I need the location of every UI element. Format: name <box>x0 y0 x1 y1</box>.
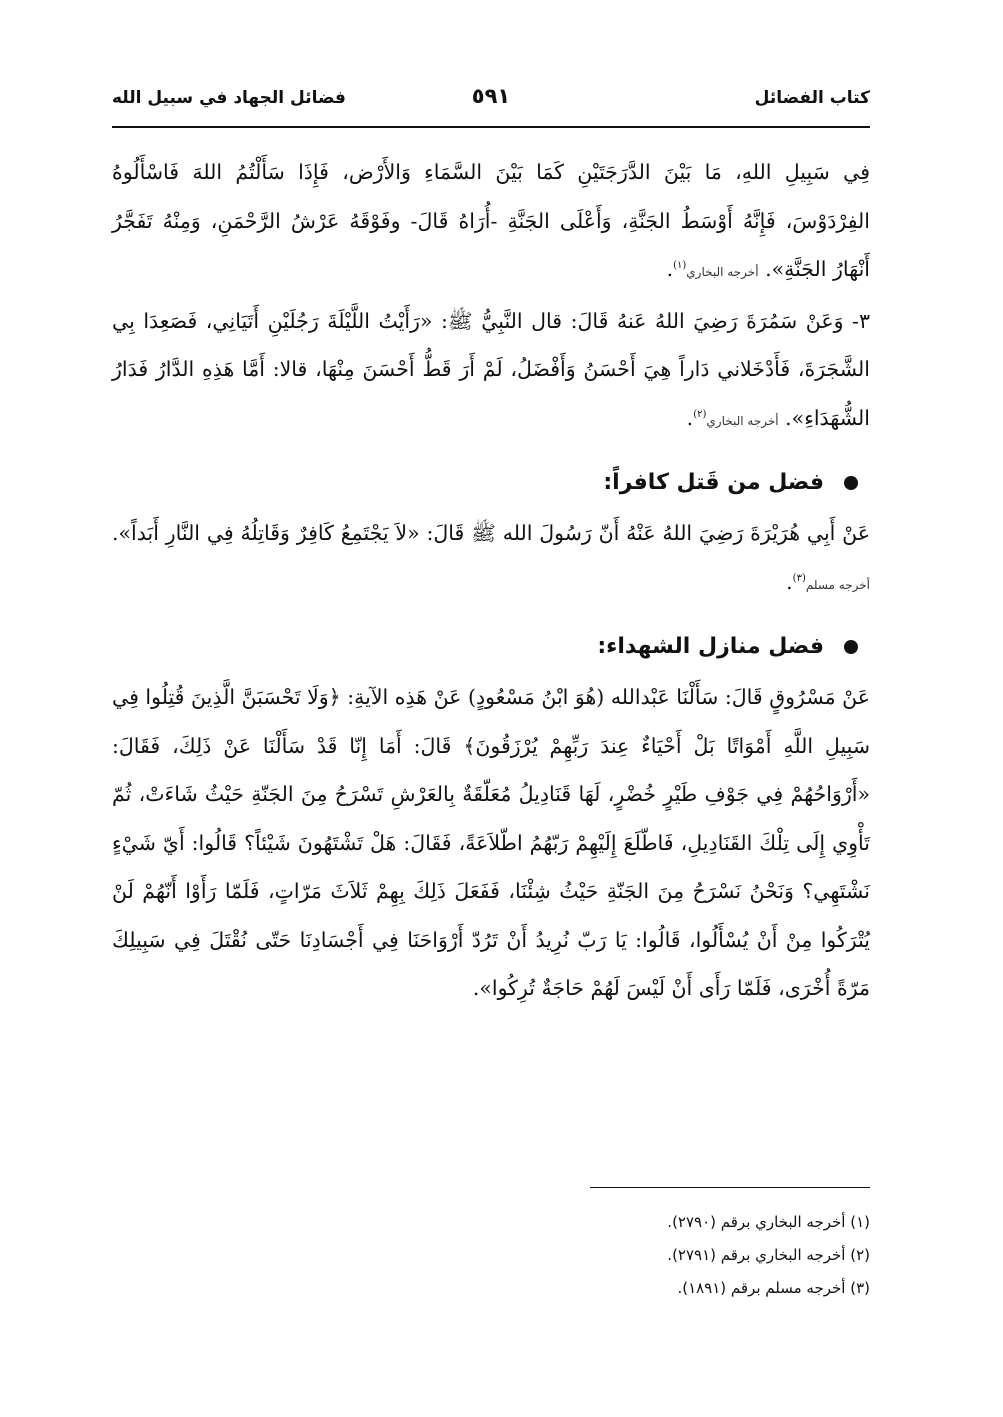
hadith-paragraph <box>112 509 870 609</box>
source-note: أخرجه البخاري <box>706 413 779 428</box>
page-header <box>112 82 870 116</box>
source-note: أخرجه البخاري <box>686 265 759 279</box>
footnotes <box>370 1206 870 1305</box>
paragraph-continuation <box>112 148 870 297</box>
footnote-divider <box>590 1187 870 1188</box>
header-divider <box>112 126 870 128</box>
footnote-ref: (٣) <box>792 572 806 584</box>
sentence-end: . <box>786 569 793 594</box>
book-title: كتاب الفضائل <box>754 88 870 108</box>
footnote-item: (٢) أخرجه البخاري برقم (٢٧٩١). <box>667 1246 870 1264</box>
paragraph-text: فِي سَبِيلِ اللهِ، مَا بَيْنَ الدَّرَجَتَيْنِ كَمَا بَيْنَ السَّمَاءِ وَالأَرْض، فَإِذَا سَأَلْتُمُ اللهَ فَاسْأَلُوهُ الفِرْدَوْسَ، فَإِنَّهُ أَوْسَطُ الجَنَّةِ، وَأَعْلَى الجَنَّةِ -أُرَاهُ قَالَ- وفَوْقَهُ عَرْشُ الرَّحْمَنِ، وَمِنْهُ تَفَجَّرُ أَنْهَارُ الجَنَّةِ». <box>112 160 870 281</box>
heading-text: فضل منازل الشهداء: <box>597 634 824 659</box>
paragraph-text: عَنْ مَسْرُوقٍ قَالَ: سَأَلْنَا عَبْدالله (هُوَ ابْنُ مَسْعُودٍ) عَنْ هَذِه الآيةِ: ﴿وَلَا تَحْسَبَنَّ الَّذِينَ قُتِلُوا فِي سَبِيلِ اللَّهِ أَمْوَاتًا بَلْ أَحْيَاءٌ عِندَ رَبِّهِمْ يُرْزَقُونَ﴾ قَالَ: أَمَا إِنّا قَدْ سَأَلْنَا عَنْ ذَلِكَ، فَقَالَ: «أَرْوَاحُهُمْ فِي جَوْفِ طَيْرٍ خُضْرٍ، لَهَا قَنَادِيلُ مُعَلّقَةٌ بِالعَرْشِ تَسْرَحُ مِنَ الجَنّةِ حَيْثُ شَاءَتْ، ثُمّ تَأْوِي إِلَى تِلْكَ القَنَادِيلِ، فَاطّلَعَ إِلَيْهِمْ رَبّهُمُ اطّلاَعَةً، فَقَالَ: هَلْ تَشْتَهُونَ شَيْئاً؟ قَالُوا: أَيّ شَيْءٍ نَشْتَهِي؟ وَنَحْنُ نَسْرَحُ مِنَ الجَنّةِ حَيْثُ شِئْنَا، فَفَعَلَ ذَلِكَ بِهِمْ ثَلاَثَ مَرّاتٍ، فَلَمّا رَأَوْا أَنّهُمْ لَنْ يُتْرَكُوا مِنْ أَنْ يُسْأَلُوا، قَالُوا: يَا رَبّ نُرِيدُ أَنْ تَرُدّ أَرْوَاحَنَا فِي أَجْسَادِنَا حَتّى نُقْتَلَ فِي سَبِيلِكَ مَرّةً أُخْرَى، فَلَمّا رَأَى أَنْ لَيْسَ لَهُمْ حَاجَةٌ تُرِكُوا». <box>112 685 870 1000</box>
paragraph-text: وَعَنْ سَمُرَةَ رَضِيَ اللهُ عَنهُ قَالَ: قال النَّبِيُّ ﷺ: «رَأَيْتُ اللَّيْلَةَ رَجُلَيْنِ أَتَيَانِي، فَصَعِدَا بِي الشَّجَرَةَ، فَأَدْخَلاني دَاراً هِيَ أَحْسَنُ وَأَفْضَلُ، لَمْ أَرَ قَطُّ أَحْسَنَ مِنْهَا، قالا: أَمَّا هَذِهِ الدَّارُ فَدَارُ الشُّهَدَاءِ». <box>112 308 870 430</box>
footnote-ref: (١) <box>673 260 687 272</box>
footnote-item: (١) أخرجه البخاري برقم (٢٧٩٠). <box>667 1213 870 1231</box>
item-number: ٣- <box>843 308 870 333</box>
sentence-end: . <box>686 405 694 430</box>
section-heading <box>112 621 870 673</box>
sentence-end: . <box>666 257 674 281</box>
page-number: ٥٩١ <box>471 84 511 108</box>
source-note: أخرجه مسلم <box>805 577 870 592</box>
heading-text: فضل من قَتل كافراً: <box>603 470 824 495</box>
footnote-item: (٣) أخرجه مسلم برقم (١٨٩١). <box>677 1279 870 1297</box>
main-content <box>112 148 870 1013</box>
hadith-paragraph <box>112 673 870 1013</box>
section-heading <box>112 457 870 509</box>
bullet-icon <box>844 640 858 654</box>
footnote-ref: (٢) <box>693 408 707 420</box>
bullet-icon <box>844 476 858 490</box>
hadith-paragraph <box>112 297 870 446</box>
chapter-title: فضائل الجهاد في سبيل الله <box>112 88 346 108</box>
paragraph-text: عَنْ أَبِي هُرَيْرَةَ رَضِيَ اللهُ عَنْهُ أَنّ رَسُولَ الله ﷺ قَالَ: «لاَ يَجْتَمِعُ كَافِرٌ وَقَاتِلُهُ فِي النَّارِ أَبَداً». <box>112 521 870 545</box>
